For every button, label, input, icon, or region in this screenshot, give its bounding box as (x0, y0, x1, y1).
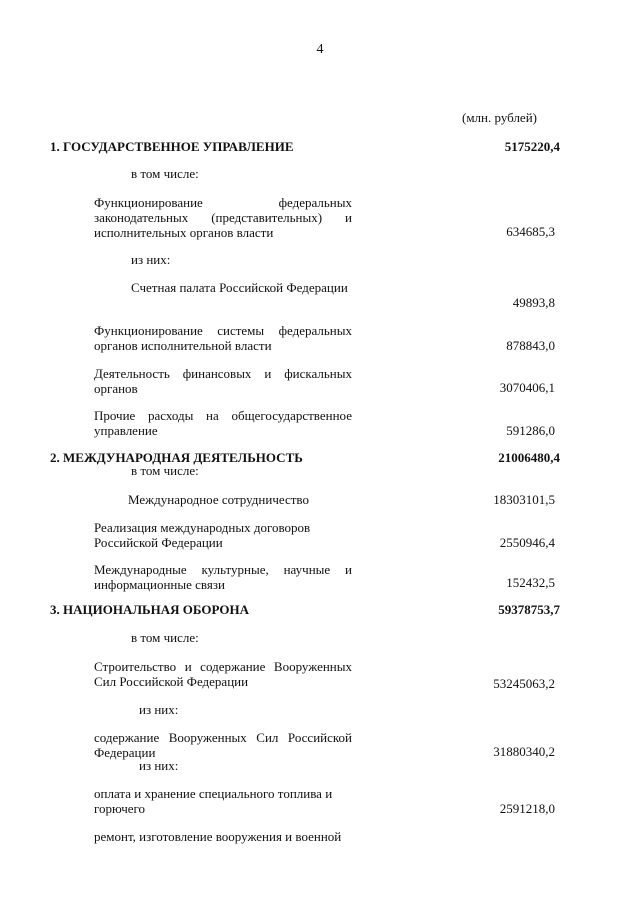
s1-item-1-text: Функционирование федеральных законодательных (представительных) и исполнительных органов власти (94, 195, 352, 240)
s3-sub-intro-2: из них: (139, 758, 179, 773)
section-1-intro: в том числе: (131, 166, 199, 181)
s2-item-1-text: Международное сотрудничество (128, 492, 309, 507)
s2-item-3-text: Международные культурные, научные и информационные связи (94, 562, 352, 592)
s2-item-2-text: Реализация международных договоров Российской Федерации (94, 520, 311, 550)
s1-item-2-value: 49893,8 (512, 295, 555, 310)
section-2-heading: 2. МЕЖДУНАРОДНАЯ ДЕЯТЕЛЬНОСТЬ (50, 450, 303, 465)
section-1-heading: 1. ГОСУДАРСТВЕННОЕ УПРАВЛЕНИЕ (50, 139, 294, 154)
s3-item-4-text: ремонт, изготовление вооружения и военной (94, 829, 342, 844)
s3-item-1-text: Строительство и содержание Вооруженных Сил Российской Федерации (94, 659, 352, 689)
s1-item-1-value: 634685,3 (506, 224, 555, 239)
s1-item-4-value: 3070406,1 (499, 380, 555, 395)
s3-item-2-value: 31880340,2 (493, 744, 555, 759)
s1-item-2-text: Счетная палата Российской Федерации (131, 280, 348, 295)
s1-item-3-text: Функционирование системы федеральных органов исполнительной власти (94, 323, 352, 353)
section-2-intro: в том числе: (131, 463, 199, 478)
s3-sub-intro: из них: (139, 702, 179, 717)
s1-item-3-value: 878843,0 (506, 338, 555, 353)
s1-item-5-text: Прочие расходы на общегосударственное управление (94, 408, 352, 438)
section-3-heading: 3. НАЦИОНАЛЬНАЯ ОБОРОНА (50, 602, 249, 617)
s2-item-3-value: 152432,5 (506, 575, 555, 590)
s3-item-3-value: 2591218,0 (499, 801, 555, 816)
s2-item-2-value: 2550946,4 (499, 535, 555, 550)
unit-label: (млн. рублей) (462, 110, 537, 125)
s1-item-4-text: Деятельность финансовых и фискальных органов (94, 366, 352, 396)
section-1-total: 5175220,4 (504, 139, 560, 154)
s1-item-5-value: 591286,0 (506, 423, 555, 438)
page-number: 4 (316, 42, 324, 57)
section-3-total: 59378753,7 (498, 602, 560, 617)
section-2-total: 21006480,4 (498, 450, 560, 465)
s3-item-1-value: 53245063,2 (493, 676, 555, 691)
s2-item-1-value: 18303101,5 (493, 492, 555, 507)
section-3-intro: в том числе: (131, 630, 199, 645)
s3-item-2-text: содержание Вооруженных Сил Российской Федерации (94, 730, 352, 760)
s1-sub-intro: из них: (131, 252, 171, 267)
s3-item-3-text: оплата и хранение специального топлива и горючего (94, 786, 333, 816)
